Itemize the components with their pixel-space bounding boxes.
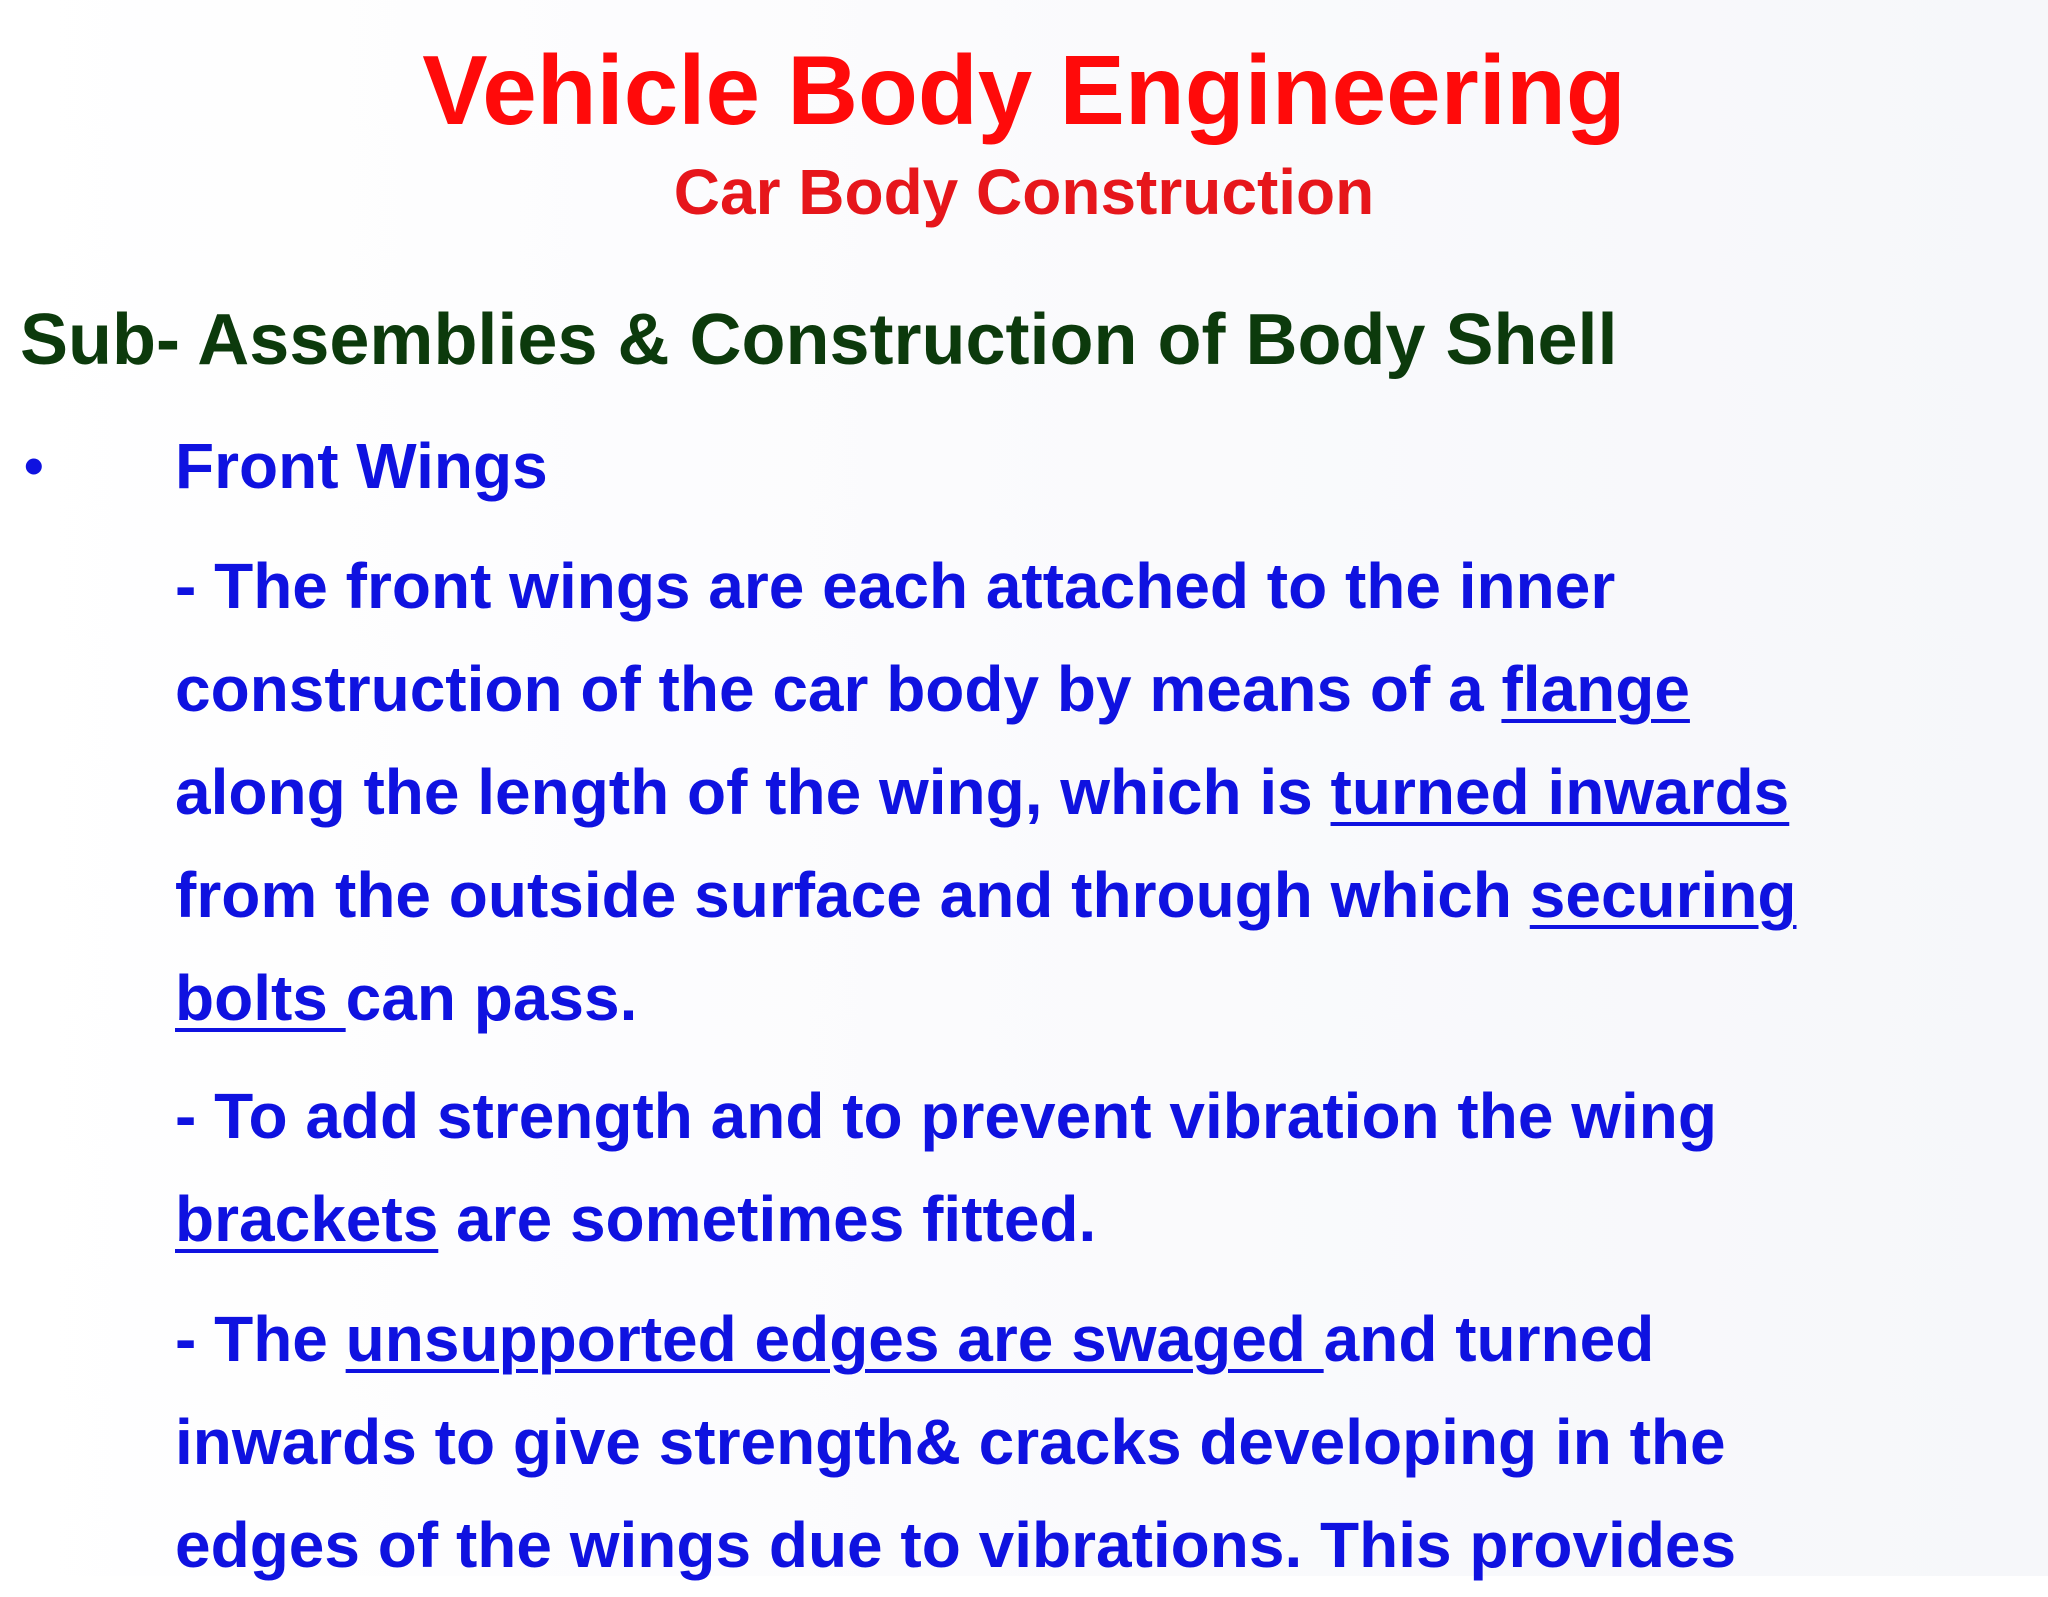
bullet-label: Front Wings xyxy=(175,430,548,502)
section-heading: Sub- Assemblies & Construction of Body Shell xyxy=(20,300,1618,380)
paragraph-wing-brackets xyxy=(175,1065,1975,1271)
underlined-term: bolts xyxy=(175,962,346,1034)
bullet-item-front-wings xyxy=(0,428,2048,504)
paragraph-line xyxy=(175,638,1975,741)
slide-subtitle: Car Body Construction xyxy=(673,156,1375,228)
text-segment: edges of the wings due to vibrations. This provides xyxy=(175,1509,1737,1581)
underlined-term: turned inwards xyxy=(1330,756,1790,828)
underlined-term: brackets xyxy=(175,1183,439,1255)
paragraph-line xyxy=(175,1391,1975,1494)
underlined-term: unsupported edges are swaged xyxy=(345,1303,1324,1375)
paragraph-line xyxy=(175,844,1975,947)
paragraph-line xyxy=(175,1065,1975,1168)
text-segment: are sometimes fitted. xyxy=(438,1183,1097,1255)
text-segment: - The xyxy=(175,1303,346,1375)
text-segment: - The front wings are each attached to the inner xyxy=(175,550,1616,622)
text-segment: inwards to give strength& cracks developing in the xyxy=(175,1406,1726,1478)
paragraph-line xyxy=(175,1494,1975,1597)
underlined-term: flange xyxy=(1501,653,1690,725)
text-segment: - To add strength and to prevent vibration the wing xyxy=(175,1080,1717,1152)
paragraph-line xyxy=(175,1168,1975,1271)
paragraph-line xyxy=(175,535,1975,638)
text-segment: along the length of the wing, which is xyxy=(175,756,1331,828)
paragraph-line xyxy=(175,741,1975,844)
paragraph-flange-attachment xyxy=(175,535,1975,1050)
paragraph-line xyxy=(175,1288,1975,1391)
paragraph-swaged-edges xyxy=(175,1288,1975,1597)
bullet-point-icon: • xyxy=(24,434,44,497)
text-segment: construction of the car body by means of a xyxy=(175,653,1502,725)
slide-title: Vehicle Body Engineering xyxy=(422,35,1626,145)
underlined-term: securing xyxy=(1529,859,1797,931)
text-segment: from the outside surface and through which xyxy=(175,859,1530,931)
paragraph-line xyxy=(175,947,1975,1050)
text-segment: and turned xyxy=(1323,1303,1655,1375)
text-segment: can pass. xyxy=(345,962,638,1034)
